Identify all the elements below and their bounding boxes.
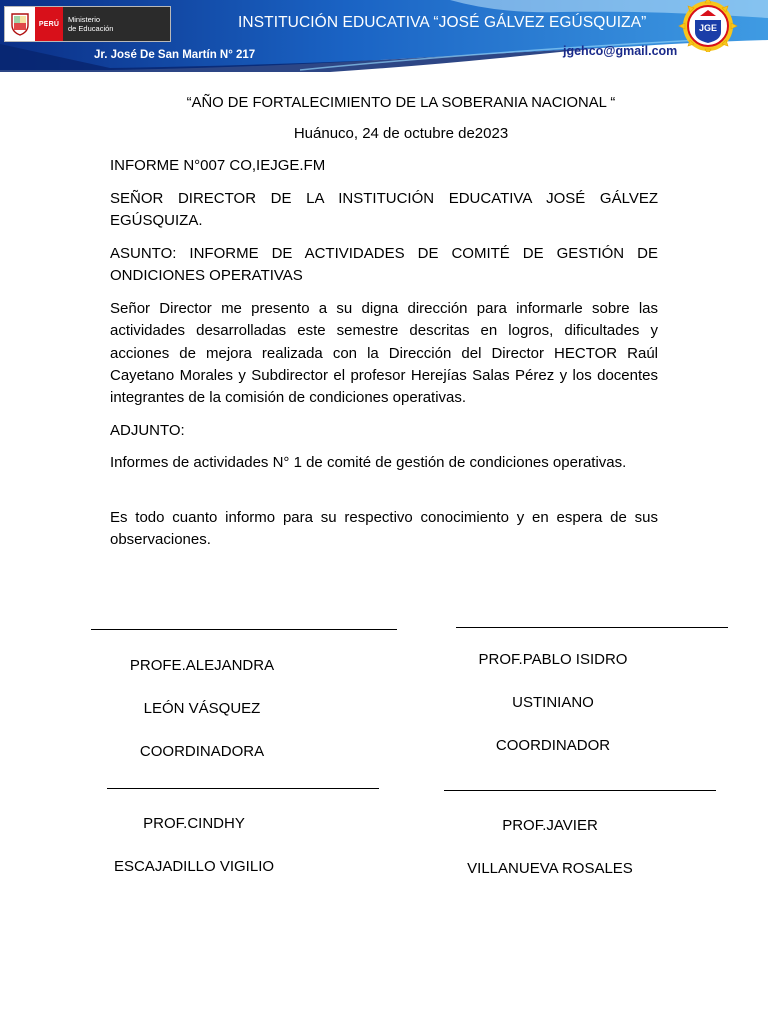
signature-line [91,629,397,630]
signatory-name-line1: PROFE.ALEJANDRA [129,656,275,674]
subject-line: ASUNTO: INFORME DE ACTIVIDADES DE COMITÉ DE GESTIÓN DE ONDICIONES OPERATIVAS [110,245,658,285]
ministry-name [63,7,170,41]
school-badge-icon [678,0,738,52]
intro-paragraph: Señor Director me presento a su digna dirección para informarle sobre las actividades desarrolladas este semestre descritas en logros, dificultades y acciones de mejora realizada con la Dirección del Director HECTOR Raúl Cayetano Morales y Subdirector el profesor Herejías Salas Pérez y los docentes integrantes de la comisión de condiciones operativas. [110,300,658,407]
institution-title: INSTITUCIÓN EDUCATIVA “JOSÉ GÁLVEZ EGÚSQUIZA” [238,14,647,31]
signatory-name-line1: PROF.PABLO ISIDRO [478,650,628,668]
letterhead [0,0,768,72]
signatory-role: COORDINADOR [495,736,611,754]
signatory-name-line1: PROF.CINDHY [143,814,245,832]
ministry-logo [4,6,171,42]
signatory-name-line2: LEÓN VÁSQUEZ [143,699,261,717]
badge-text: JGE [698,23,718,33]
peru-label: PERÚ [35,7,63,41]
signatory-name [453,627,653,778]
coat-of-arms-icon [5,7,35,41]
place-date: Huánuco, 24 de octubre de2023 [293,125,509,142]
signatory-name-line2: ESCAJADILLO VIGILIO [113,857,275,875]
signatory-name [102,633,302,784]
institution-address: Jr. José De San Martín N° 217 [94,49,256,61]
attachment-label: ADJUNTO: [110,422,185,439]
institution-email: jgehco@gmail.com [563,44,678,58]
signatory-name-line1: PROF.JAVIER [502,816,598,834]
report-number: INFORME N°007 CO,IEJGE.FM [110,157,326,174]
ministry-name-line1: Ministerio [68,15,101,24]
signatory-name-line2: USTINIANO [512,693,594,711]
signature-line [444,790,716,791]
signature-line [107,788,379,789]
closing-paragraph: Es todo cuanto informo para su respectivo conocimiento y en espera de sus observaciones. [110,509,658,549]
addressee: SEÑOR DIRECTOR DE LA INSTITUCIÓN EDUCATIVA JOSÉ GÁLVEZ EGÚSQUIZA. [110,190,658,230]
attachment-text: Informes de actividades N° 1 de comité de gestión de condiciones operativas. [110,454,627,471]
signatory-name [94,791,294,899]
year-motto: “AÑO DE FORTALECIMIENTO DE LA SOBERANIA NACIONAL “ [186,95,616,111]
signatory-name-line2: VILLANUEVA ROSALES [467,859,633,877]
ministry-name-line2: de Educación [68,24,114,33]
signatory-name [450,793,650,901]
signatory-role: COORDINADORA [139,742,265,760]
